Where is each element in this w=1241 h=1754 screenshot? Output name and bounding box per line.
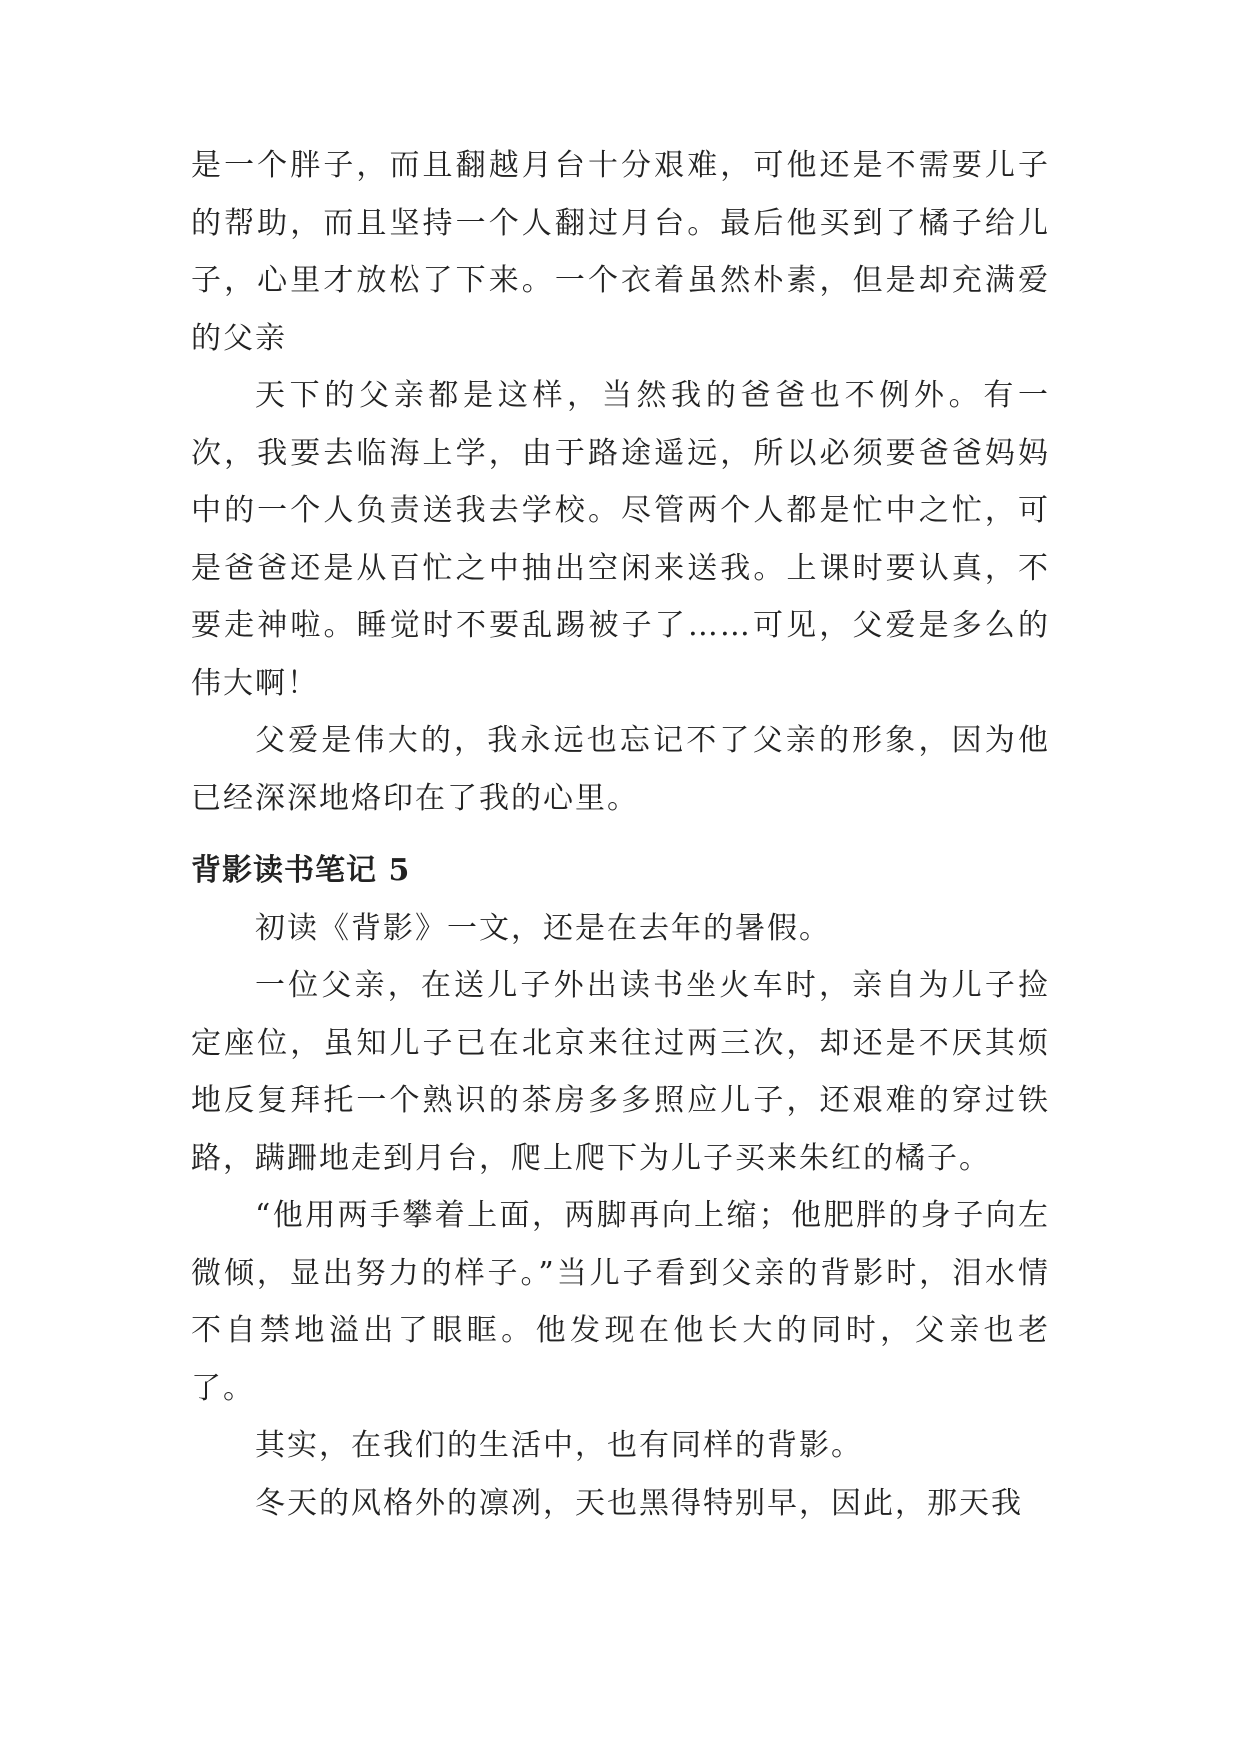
paragraph-1: 是一个胖子，而且翻越月台十分艰难，可他还是不需要儿子的帮助，而且坚持一个人翻过月台。最后他买到了橘子给儿子，心里才放松了下来。一个衣着虽然朴素，但是却充满爱的父亲 (191, 148, 1050, 356)
paragraph-2: 天下的父亲都是这样，当然我的爸爸也不例外。有一次，我要去临海上学，由于路途遥远，所以必须要爸爸妈妈中的一个人负责送我去学校。尽管两个人都是忙中之忙，可是爸爸还是从百忙之中抽出空闲来送我。上课时要认真，不要走神啦。睡觉时不要乱踢被子了……可见，父爱是多么的伟大啊！ (191, 378, 1050, 701)
paragraph-4: 初读《背影》一文，还是在去年的暑假。 (255, 910, 831, 946)
document-body-bottom (191, 842, 1050, 1532)
paragraph-7: 其实，在我们的生活中，也有同样的背影。 (255, 1428, 863, 1463)
document-body-top (191, 137, 1050, 827)
section-heading: 背影读书笔记 5 (191, 853, 411, 888)
paragraph-6: “他用两手攀着上面，两脚再向上缩；他肥胖的身子向左微倾，显出努力的样子。”当儿子看到父亲的背影时，泪水情不自禁地溢出了眼眶。他发现在他长大的同时，父亲也老了。 (191, 1198, 1050, 1406)
paragraph-3: 父爱是伟大的，我永远也忘记不了父亲的形象，因为他已经深深地烙印在了我的心里。 (191, 723, 1050, 816)
paragraph-8: 冬天的风格外的凛冽，天也黑得特别早，因此，那天我 (255, 1485, 1023, 1521)
paragraph-5: 一位父亲，在送儿子外出读书坐火车时，亲自为儿子捡定座位，虽知儿子已在北京来往过两三次，却还是不厌其烦地反复拜托一个熟识的茶房多多照应儿子，还艰难的穿过铁路，蹒跚地走到月台，爬上爬下为儿子买来朱红的橘子。 (191, 968, 1050, 1176)
